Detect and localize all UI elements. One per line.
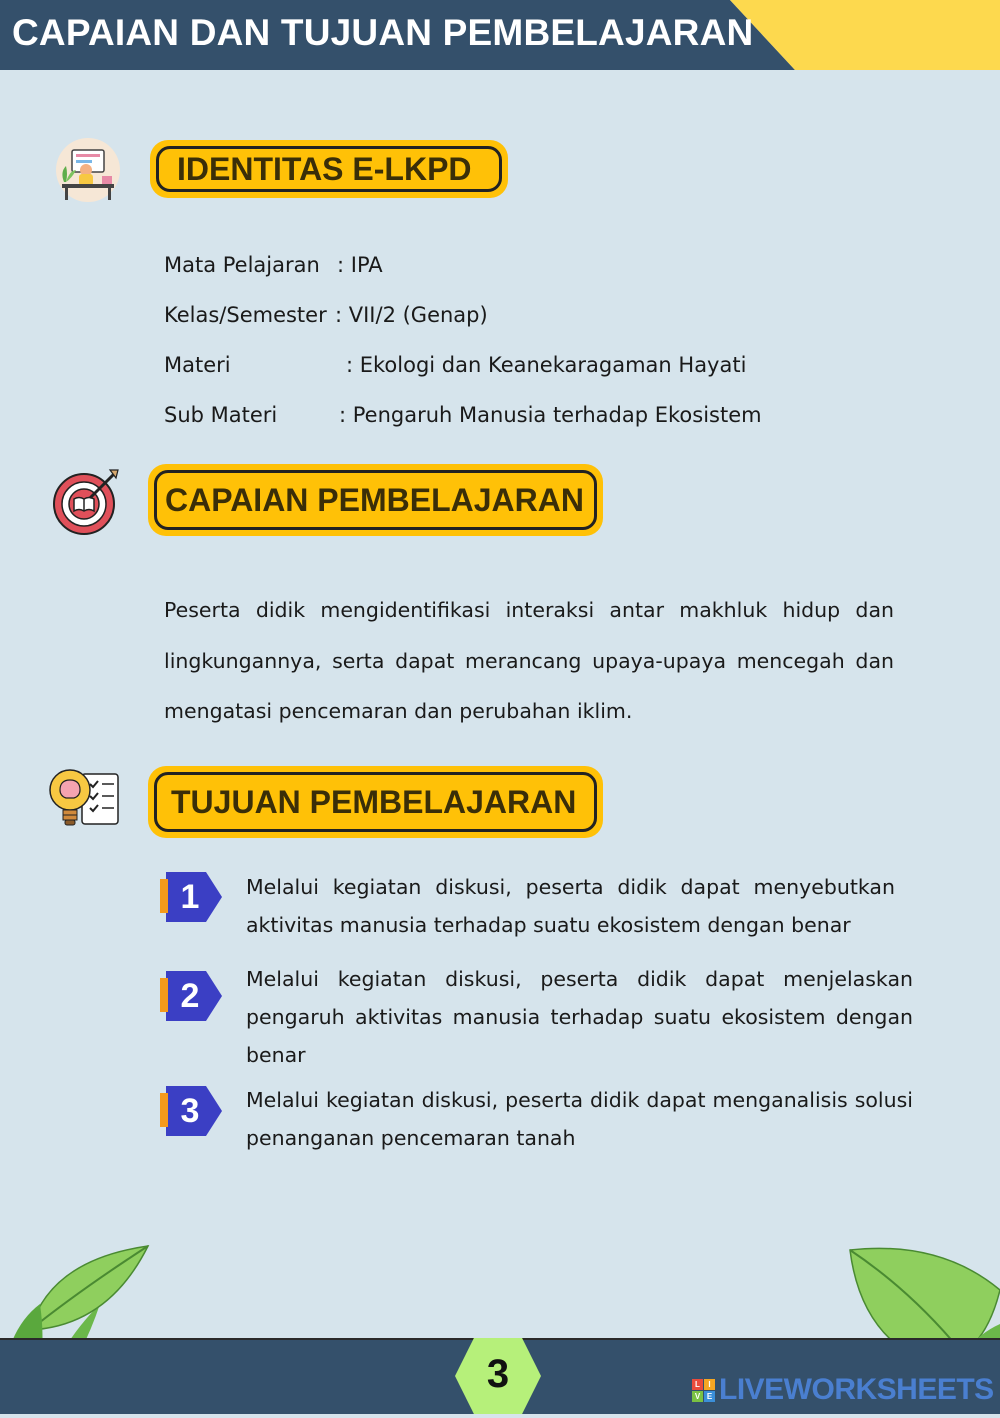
tujuan-heading-pill (148, 766, 603, 838)
identitas-label: Sub Materi (164, 403, 278, 427)
identitas-label: Kelas/Semester (164, 303, 327, 327)
teacher-desk-icon (52, 134, 124, 206)
goal-number-badge (160, 867, 224, 917)
identitas-value: : IPA (337, 253, 383, 277)
liveworksheets-logo[interactable] (692, 1372, 994, 1408)
goal-text: Melalui kegiatan diskusi, peserta didik dapat menjelaskan pengaruh aktivitas manusia terhadap suatu ekosistem dengan benar (246, 967, 913, 1067)
goal-item (160, 867, 920, 947)
goal-number: 1 (180, 877, 200, 916)
liveworksheets-logo-icon: L I V E (692, 1379, 715, 1402)
goal-number: 2 (180, 976, 200, 1015)
lightbulb-brain-checklist-icon (48, 764, 120, 836)
goal-text: Melalui kegiatan diskusi, peserta didik dapat menyebutkan aktivitas manusia terhadap suatu ekosistem dengan benar (246, 875, 895, 937)
capaian-heading-pill (148, 464, 603, 536)
page-title: CAPAIAN DAN TUJUAN PEMBELAJARAN (12, 12, 754, 53)
goal-number-badge (160, 1081, 224, 1131)
identitas-value: : Ekologi dan Keanekaragaman Hayati (346, 353, 747, 377)
goal-item (160, 1081, 920, 1161)
identitas-label: Mata Pelajaran (164, 253, 320, 277)
goal-text: Melalui kegiatan diskusi, peserta didik dapat menganalisis solusi penanganan pencemaran tanah (246, 1088, 913, 1150)
identitas-value: : VII/2 (Genap) (335, 303, 488, 327)
page-number: 3 (486, 1351, 510, 1396)
goal-number-badge (160, 966, 224, 1016)
target-book-icon (50, 466, 122, 538)
goal-item (160, 966, 920, 1067)
identitas-heading-pill (150, 140, 508, 198)
identitas-value: : Pengaruh Manusia terhadap Ekosistem (339, 403, 762, 427)
capaian-text: Peserta didik mengidentifikasi interaksi antar makhluk hidup dan lingkungannya, serta dapat merancang upaya-upaya mencegah dan mengatasi pencemaran dan perubahan iklim. (164, 598, 894, 723)
liveworksheets-logo-text: LIVEWORKSHEETS (719, 1373, 994, 1406)
identitas-heading: IDENTITAS E-LKPD (177, 150, 472, 187)
goal-number: 3 (180, 1091, 200, 1130)
identitas-label: Materi (164, 353, 231, 377)
capaian-heading: CAPAIAN PEMBELAJARAN (165, 481, 584, 518)
tujuan-heading: TUJUAN PEMBELAJARAN (171, 783, 577, 820)
page-header (0, 0, 1000, 70)
